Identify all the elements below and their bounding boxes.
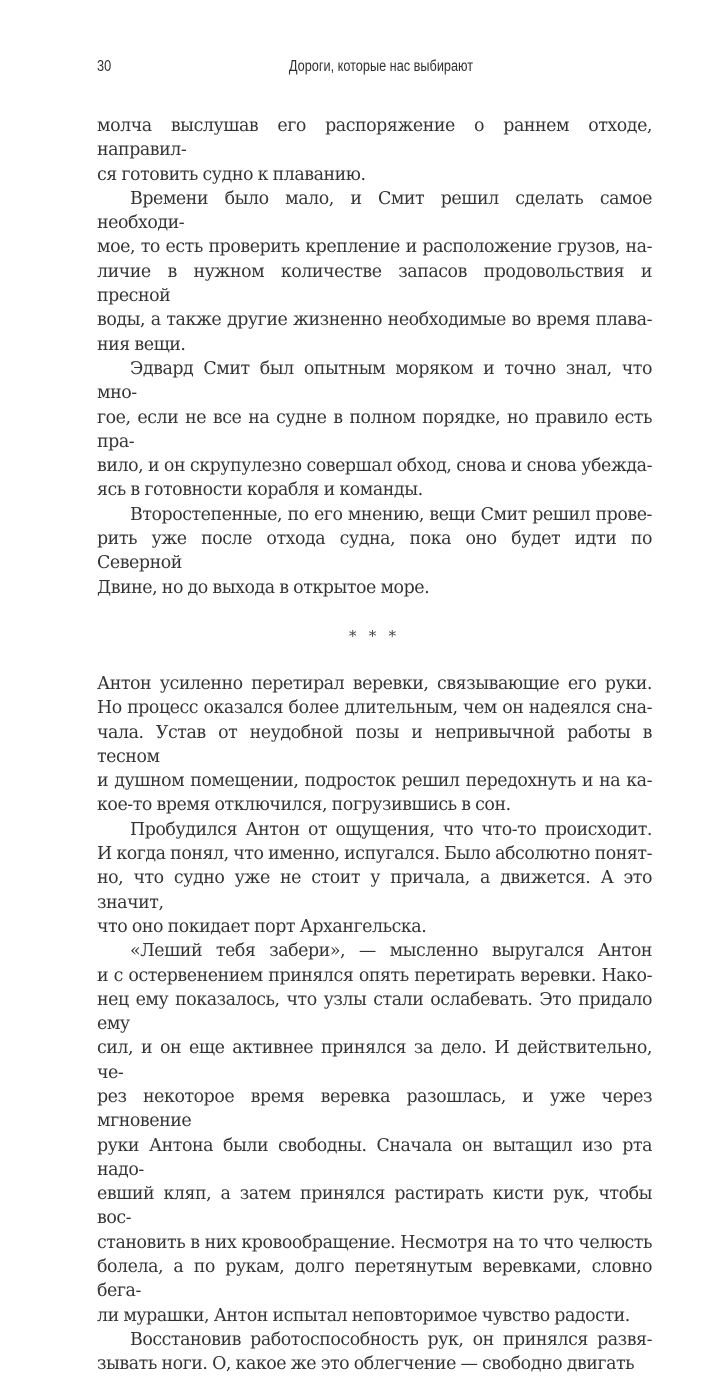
text-line: рез некоторое время веревка разошлась, и уже через мгновение <box>97 1086 652 1132</box>
text-line: «Леший тебя забери», — мысленно выругался Антон <box>130 941 652 962</box>
paragraph <box>97 187 652 357</box>
text-line: зывать ноги. О, какое же это облегчение — свободно двигать <box>97 1354 635 1375</box>
text-line: чала. Устав от неудобной позы и непривычной работы в тесном <box>97 722 652 767</box>
paragraph <box>97 114 652 187</box>
text-line: и душном помещении, подросток решил передохнуть и на ка- <box>97 771 652 792</box>
paragraph <box>97 357 652 503</box>
text-line: евший кляп, а затем принялся растирать кисти рук, чтобы вос- <box>97 1184 652 1229</box>
running-head <box>97 58 652 84</box>
text-line: ся готовить судно к плаванию. <box>97 164 366 185</box>
text-line: ли мурашки, Антон испытал неповторимое чувство радости. <box>97 1305 630 1326</box>
text-line: нец ему показалось, что узлы стали ослабевать. Это придало ему <box>97 989 652 1035</box>
text-line: Восстановив работоспособность рук, он принялся развя- <box>130 1329 652 1350</box>
text-line: рить уже после отхода судна, пока оно будет идти по Северной <box>97 529 652 574</box>
section-separator: * * * <box>348 626 401 645</box>
text-line: Эдвард Смит был опытным моряком и точно знал, что мно- <box>97 358 652 404</box>
paragraph <box>97 503 652 600</box>
paragraph <box>97 818 652 939</box>
body-text <box>97 114 652 1377</box>
text-line: молча выслушав его распоряжение о раннем отходе, направил- <box>97 116 652 161</box>
text-line: мое, то есть проверить крепление и расположение грузов, на- <box>97 237 652 258</box>
book-page <box>97 0 652 1375</box>
page-number: 30 <box>97 58 112 75</box>
text-line: болела, а по рукам, долго перетянутым веревками, словно бега- <box>97 1257 652 1302</box>
text-line: Пробудился Антон от ощущения, что что-то происходит. <box>130 819 652 840</box>
paragraph <box>97 672 652 818</box>
book-title: Дороги, которые нас выбирают <box>288 58 474 75</box>
text-line: сил, и он еще активнее принялся за дело. И действительно, че- <box>97 1038 652 1083</box>
text-line: руки Антона были свободны. Сначала он вытащил изо рта надо- <box>97 1135 652 1180</box>
text-line: Времени было мало, и Смит решил сделать самое необходи- <box>97 188 652 234</box>
text-line: воды, а также другие жизненно необходимые во время плава- <box>97 310 652 331</box>
text-line: становить в них кровообращение. Несмотря на то что челюсть <box>97 1232 652 1253</box>
text-line: Двине, но до выхода в открытое море. <box>97 577 430 598</box>
text-line: кое-то время отключился, погрузившись в сон. <box>97 795 511 816</box>
text-line: И когда понял, что именно, испугался. Было абсолютно понят- <box>97 844 652 865</box>
text-line: и с остервенением принялся опять перетирать веревки. Нако- <box>97 965 652 986</box>
text-line: вило, и он скрупулезно совершал обход, снова и снова убежда- <box>97 456 652 477</box>
text-line: Но процесс оказался более длительным, чем он надеялся сна- <box>97 698 652 719</box>
text-line: что оно покидает порт Архангельска. <box>97 916 427 937</box>
text-line: Антон усиленно перетирал веревки, связывающие его руки. <box>97 673 652 694</box>
text-line: личие в нужном количестве запасов продовольствия и пресной <box>97 261 652 307</box>
paragraph <box>97 939 652 1328</box>
section-after-break <box>97 672 652 1377</box>
text-line: ясь в готовности корабля и команды. <box>97 480 423 501</box>
text-line: гое, если не все на судне в полном порядке, но правило есть пра- <box>97 407 652 452</box>
text-line: но, что судно уже не стоит у причала, а движется. А это значит, <box>97 868 652 913</box>
paragraph <box>97 1328 652 1377</box>
text-line: ния вещи. <box>97 334 186 355</box>
text-line: Второстепенные, по его мнению, вещи Смит решил прове- <box>130 504 652 525</box>
section-before-break <box>97 114 652 600</box>
